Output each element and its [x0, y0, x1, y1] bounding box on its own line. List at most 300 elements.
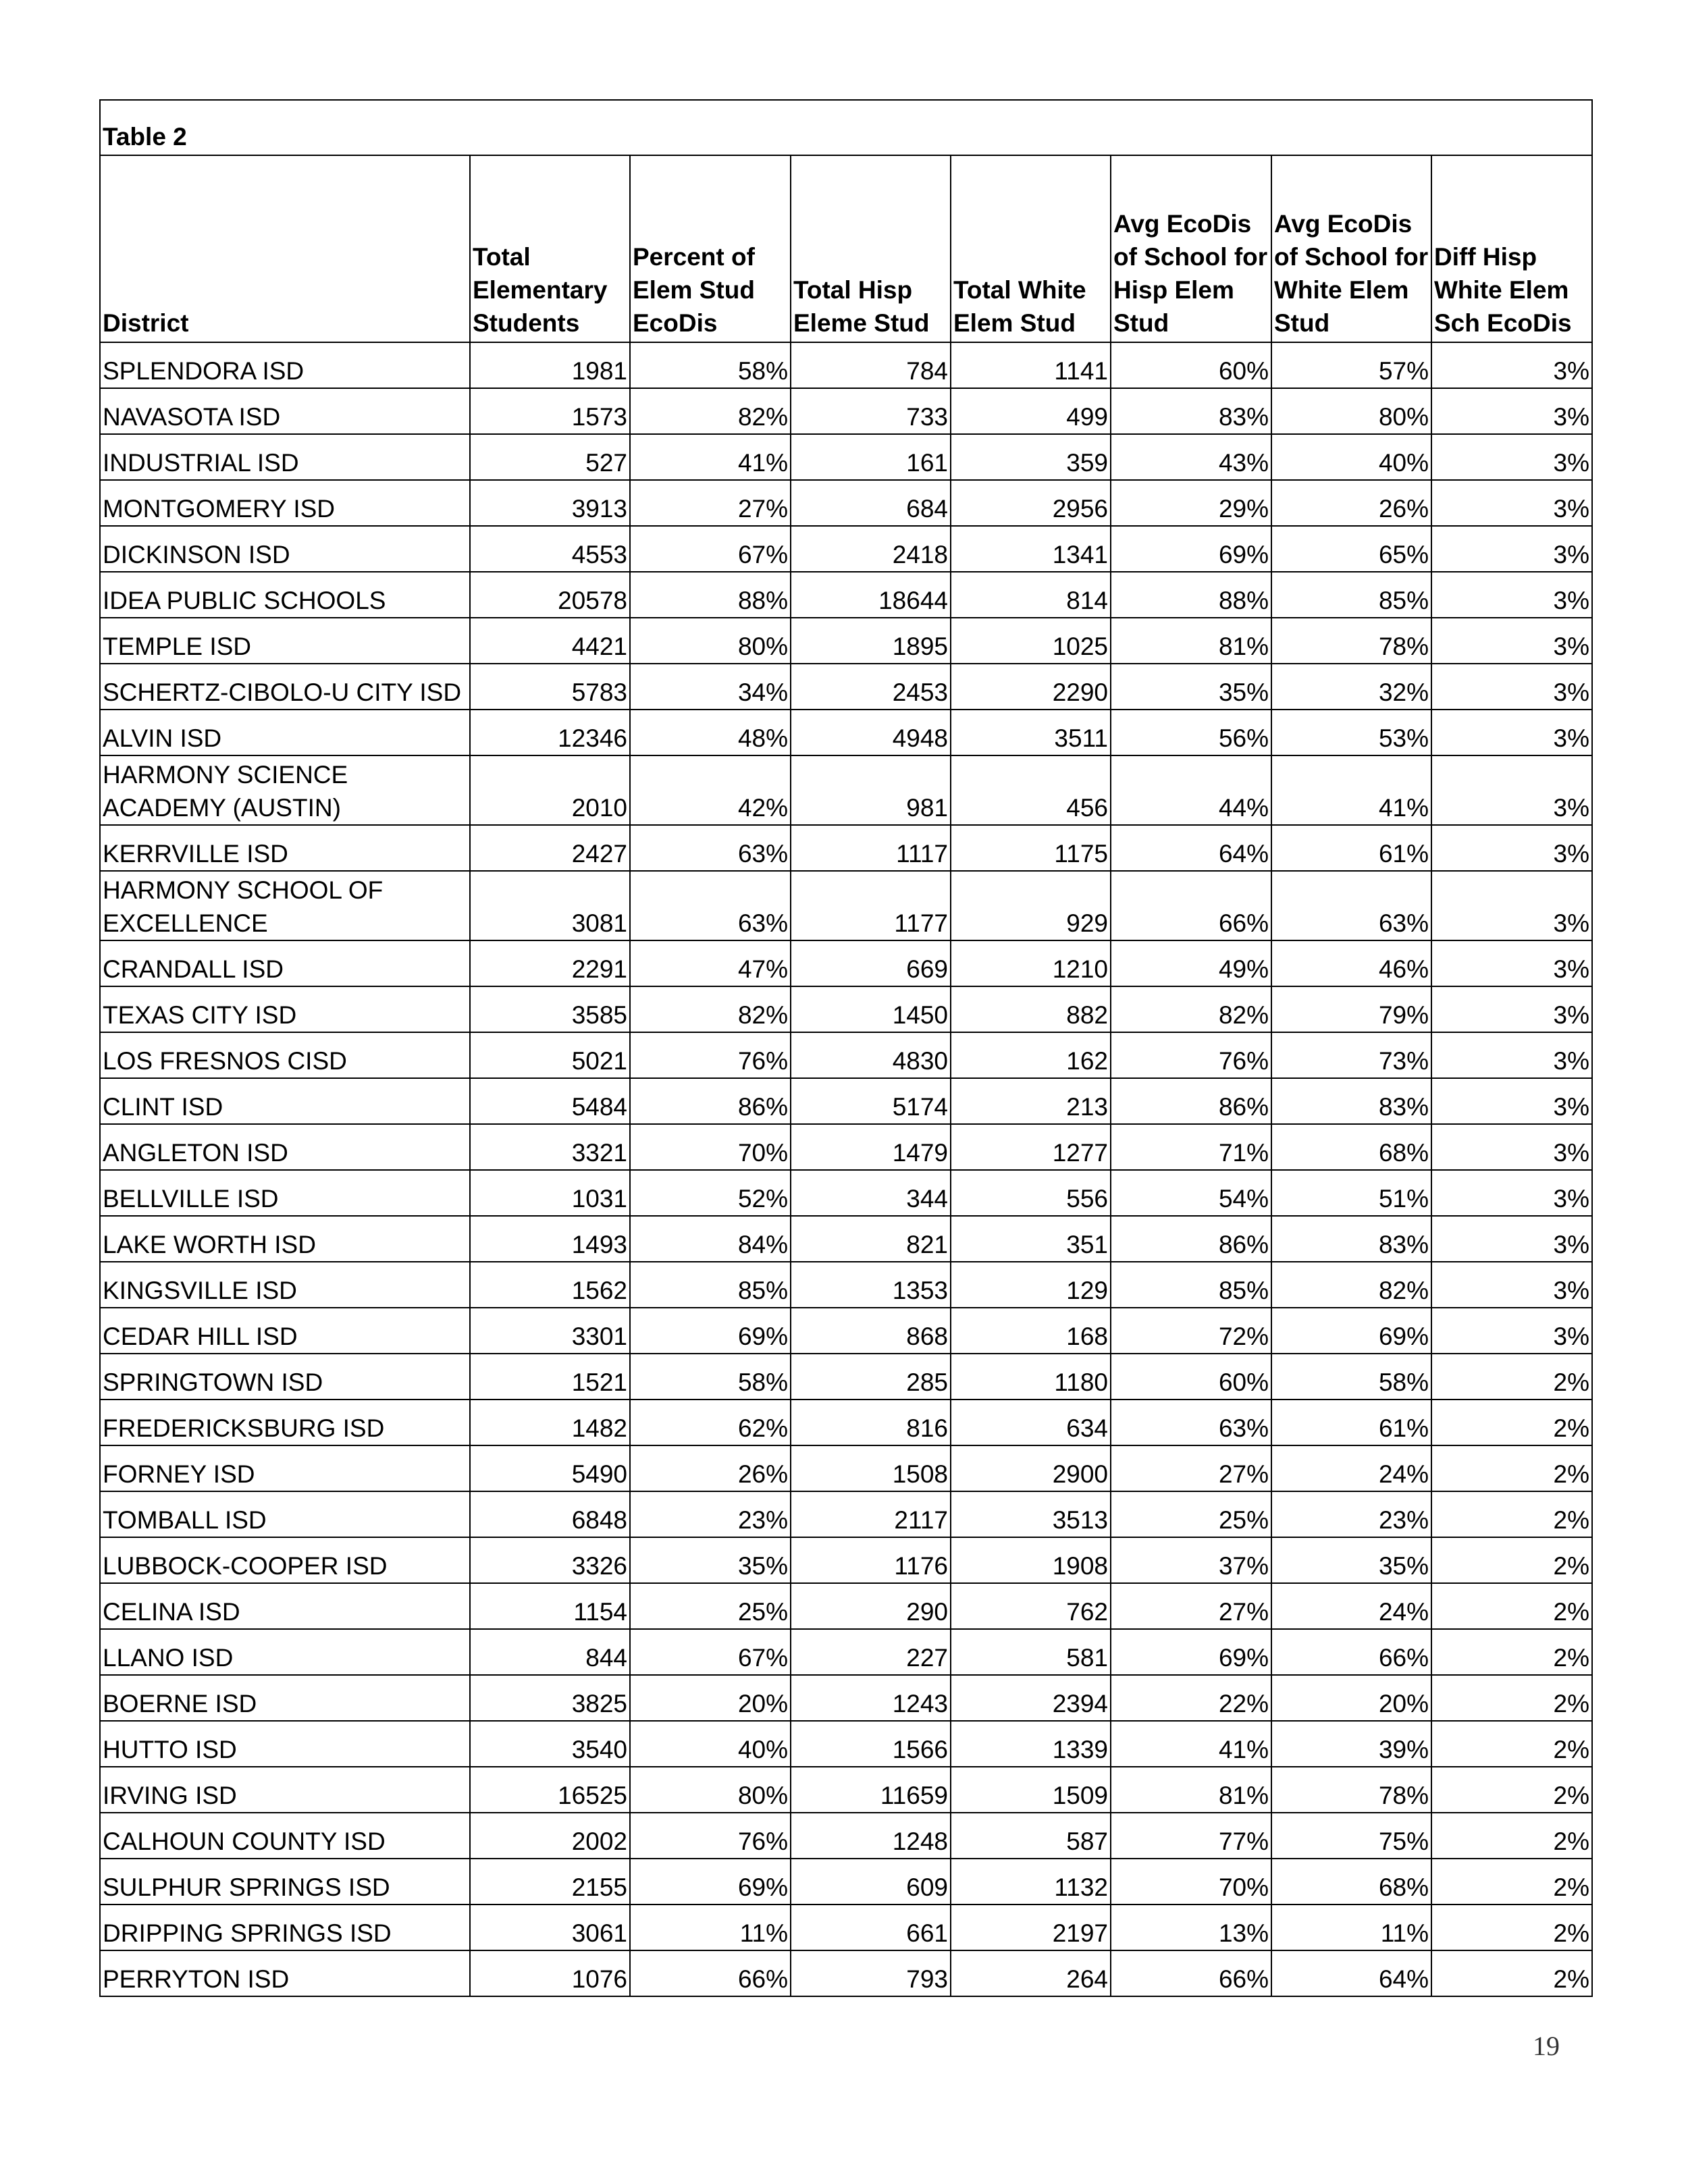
- header-row: [100, 155, 1592, 342]
- value-cell: 3%: [1431, 940, 1592, 986]
- value-cell: 784: [791, 342, 951, 388]
- table-row: [100, 526, 1592, 572]
- table-title-row: [100, 100, 1592, 155]
- value-cell: 1076: [470, 1950, 630, 1996]
- district-cell: KERRVILLE ISD: [100, 825, 470, 871]
- value-cell: 1175: [951, 825, 1111, 871]
- value-cell: 54%: [1111, 1170, 1271, 1216]
- table-row: [100, 1767, 1592, 1813]
- header-cell: Percent of Elem Stud EcoDis: [630, 155, 791, 342]
- value-cell: 3%: [1431, 480, 1592, 526]
- value-cell: 3%: [1431, 1262, 1592, 1308]
- value-cell: 2%: [1431, 1583, 1592, 1629]
- value-cell: 39%: [1271, 1721, 1431, 1767]
- value-cell: 2%: [1431, 1675, 1592, 1721]
- table-row: [100, 572, 1592, 618]
- value-cell: 2394: [951, 1675, 1111, 1721]
- value-cell: 3913: [470, 480, 630, 526]
- value-cell: 27%: [1111, 1583, 1271, 1629]
- value-cell: 3%: [1431, 1124, 1592, 1170]
- value-cell: 5490: [470, 1445, 630, 1491]
- value-cell: 3%: [1431, 710, 1592, 755]
- value-cell: 285: [791, 1354, 951, 1400]
- value-cell: 12346: [470, 710, 630, 755]
- value-cell: 73%: [1271, 1032, 1431, 1078]
- district-cell: ALVIN ISD: [100, 710, 470, 755]
- value-cell: 844: [470, 1629, 630, 1675]
- district-cell: SCHERTZ-CIBOLO-U CITY ISD: [100, 664, 470, 710]
- value-cell: 1177: [791, 871, 951, 940]
- value-cell: 3%: [1431, 755, 1592, 825]
- value-cell: 5174: [791, 1078, 951, 1124]
- table-row: [100, 1216, 1592, 1262]
- value-cell: 66%: [1111, 1950, 1271, 1996]
- value-cell: 1243: [791, 1675, 951, 1721]
- district-cell: DICKINSON ISD: [100, 526, 470, 572]
- value-cell: 35%: [1111, 664, 1271, 710]
- district-cell: ANGLETON ISD: [100, 1124, 470, 1170]
- value-cell: 814: [951, 572, 1111, 618]
- value-cell: 2291: [470, 940, 630, 986]
- value-cell: 80%: [630, 1767, 791, 1813]
- value-cell: 44%: [1111, 755, 1271, 825]
- value-cell: 47%: [630, 940, 791, 986]
- district-cell: SULPHUR SPRINGS ISD: [100, 1859, 470, 1905]
- district-cell: LUBBOCK-COOPER ISD: [100, 1537, 470, 1583]
- table-row: [100, 1813, 1592, 1859]
- value-cell: 22%: [1111, 1675, 1271, 1721]
- table-row: [100, 1032, 1592, 1078]
- value-cell: 34%: [630, 664, 791, 710]
- value-cell: 1493: [470, 1216, 630, 1262]
- value-cell: 70%: [1111, 1859, 1271, 1905]
- value-cell: 1562: [470, 1262, 630, 1308]
- value-cell: 1895: [791, 618, 951, 664]
- value-cell: 3%: [1431, 871, 1592, 940]
- value-cell: 1339: [951, 1721, 1111, 1767]
- value-cell: 72%: [1111, 1308, 1271, 1354]
- value-cell: 556: [951, 1170, 1111, 1216]
- header-cell: Avg EcoDis of School for White Elem Stud: [1271, 155, 1431, 342]
- value-cell: 1566: [791, 1721, 951, 1767]
- district-cell: BELLVILLE ISD: [100, 1170, 470, 1216]
- table-row: [100, 1950, 1592, 1996]
- value-cell: 60%: [1111, 342, 1271, 388]
- header-cell: Diff Hisp White Elem Sch EcoDis: [1431, 155, 1592, 342]
- value-cell: 344: [791, 1170, 951, 1216]
- value-cell: 80%: [630, 618, 791, 664]
- value-cell: 42%: [630, 755, 791, 825]
- district-cell: IRVING ISD: [100, 1767, 470, 1813]
- value-cell: 53%: [1271, 710, 1431, 755]
- value-cell: 609: [791, 1859, 951, 1905]
- page-number: 19: [1533, 2031, 1560, 2061]
- value-cell: 3326: [470, 1537, 630, 1583]
- value-cell: 1908: [951, 1537, 1111, 1583]
- table-row: [100, 940, 1592, 986]
- value-cell: 70%: [630, 1124, 791, 1170]
- table-row: [100, 1400, 1592, 1445]
- table-row: [100, 1078, 1592, 1124]
- value-cell: 581: [951, 1629, 1111, 1675]
- value-cell: 3%: [1431, 526, 1592, 572]
- value-cell: 48%: [630, 710, 791, 755]
- table-row: [100, 1629, 1592, 1675]
- value-cell: 3301: [470, 1308, 630, 1354]
- value-cell: 76%: [630, 1032, 791, 1078]
- table-row: [100, 1308, 1592, 1354]
- value-cell: 85%: [1111, 1262, 1271, 1308]
- value-cell: 24%: [1271, 1583, 1431, 1629]
- value-cell: 1141: [951, 342, 1111, 388]
- value-cell: 1025: [951, 618, 1111, 664]
- table-row: [100, 1675, 1592, 1721]
- value-cell: 2%: [1431, 1813, 1592, 1859]
- district-cell: IDEA PUBLIC SCHOOLS: [100, 572, 470, 618]
- value-cell: 51%: [1271, 1170, 1431, 1216]
- table-row: [100, 1262, 1592, 1308]
- value-cell: 2%: [1431, 1445, 1592, 1491]
- value-cell: 20%: [1271, 1675, 1431, 1721]
- value-cell: 6848: [470, 1491, 630, 1537]
- value-cell: 20578: [470, 572, 630, 618]
- value-cell: 359: [951, 434, 1111, 480]
- value-cell: 3061: [470, 1905, 630, 1950]
- value-cell: 3%: [1431, 572, 1592, 618]
- value-cell: 3%: [1431, 1078, 1592, 1124]
- value-cell: 1117: [791, 825, 951, 871]
- value-cell: 161: [791, 434, 951, 480]
- value-cell: 2290: [951, 664, 1111, 710]
- table-row: [100, 434, 1592, 480]
- value-cell: 3081: [470, 871, 630, 940]
- value-cell: 80%: [1271, 388, 1431, 434]
- value-cell: 868: [791, 1308, 951, 1354]
- value-cell: 2%: [1431, 1721, 1592, 1767]
- district-cell: CRANDALL ISD: [100, 940, 470, 986]
- value-cell: 129: [951, 1262, 1111, 1308]
- value-cell: 82%: [630, 388, 791, 434]
- value-cell: 669: [791, 940, 951, 986]
- value-cell: 3%: [1431, 388, 1592, 434]
- district-cell: HUTTO ISD: [100, 1721, 470, 1767]
- value-cell: 78%: [1271, 1767, 1431, 1813]
- district-cell: KINGSVILLE ISD: [100, 1262, 470, 1308]
- value-cell: 3540: [470, 1721, 630, 1767]
- value-cell: 82%: [630, 986, 791, 1032]
- district-cell: TEMPLE ISD: [100, 618, 470, 664]
- value-cell: 2453: [791, 664, 951, 710]
- value-cell: 4830: [791, 1032, 951, 1078]
- value-cell: 1132: [951, 1859, 1111, 1905]
- table-row: [100, 1537, 1592, 1583]
- district-cell: NAVASOTA ISD: [100, 388, 470, 434]
- value-cell: 587: [951, 1813, 1111, 1859]
- value-cell: 3%: [1431, 342, 1592, 388]
- value-cell: 264: [951, 1950, 1111, 1996]
- district-cell: LOS FRESNOS CISD: [100, 1032, 470, 1078]
- value-cell: 162: [951, 1032, 1111, 1078]
- value-cell: 67%: [630, 526, 791, 572]
- value-cell: 57%: [1271, 342, 1431, 388]
- district-cell: DRIPPING SPRINGS ISD: [100, 1905, 470, 1950]
- value-cell: 65%: [1271, 526, 1431, 572]
- value-cell: 69%: [630, 1308, 791, 1354]
- value-cell: 1482: [470, 1400, 630, 1445]
- value-cell: 20%: [630, 1675, 791, 1721]
- value-cell: 3%: [1431, 1308, 1592, 1354]
- value-cell: 3825: [470, 1675, 630, 1721]
- table-row: [100, 618, 1592, 664]
- table-row: [100, 1583, 1592, 1629]
- value-cell: 3%: [1431, 1170, 1592, 1216]
- district-cell: LAKE WORTH ISD: [100, 1216, 470, 1262]
- value-cell: 68%: [1271, 1859, 1431, 1905]
- value-cell: 2%: [1431, 1629, 1592, 1675]
- header-cell: Avg EcoDis of School for Hisp Elem Stud: [1111, 155, 1271, 342]
- value-cell: 63%: [630, 871, 791, 940]
- value-cell: 82%: [1271, 1262, 1431, 1308]
- value-cell: 11%: [630, 1905, 791, 1950]
- value-cell: 1277: [951, 1124, 1111, 1170]
- value-cell: 1180: [951, 1354, 1111, 1400]
- value-cell: 77%: [1111, 1813, 1271, 1859]
- value-cell: 3%: [1431, 434, 1592, 480]
- value-cell: 23%: [1271, 1491, 1431, 1537]
- value-cell: 2%: [1431, 1767, 1592, 1813]
- value-cell: 35%: [1271, 1537, 1431, 1583]
- value-cell: 4421: [470, 618, 630, 664]
- value-cell: 1573: [470, 388, 630, 434]
- value-cell: 76%: [630, 1813, 791, 1859]
- district-cell: HARMONY SCIENCE ACADEMY (AUSTIN): [100, 755, 470, 825]
- value-cell: 60%: [1111, 1354, 1271, 1400]
- district-cell: CLINT ISD: [100, 1078, 470, 1124]
- value-cell: 3%: [1431, 986, 1592, 1032]
- value-cell: 5021: [470, 1032, 630, 1078]
- value-cell: 11659: [791, 1767, 951, 1813]
- value-cell: 213: [951, 1078, 1111, 1124]
- district-cell: HARMONY SCHOOL OF EXCELLENCE: [100, 871, 470, 940]
- value-cell: 3321: [470, 1124, 630, 1170]
- district-cell: FREDERICKSBURG ISD: [100, 1400, 470, 1445]
- value-cell: 2956: [951, 480, 1111, 526]
- value-cell: 82%: [1111, 986, 1271, 1032]
- value-cell: 762: [951, 1583, 1111, 1629]
- value-cell: 2010: [470, 755, 630, 825]
- value-cell: 929: [951, 871, 1111, 940]
- value-cell: 81%: [1111, 1767, 1271, 1813]
- district-cell: TOMBALL ISD: [100, 1491, 470, 1537]
- value-cell: 2%: [1431, 1491, 1592, 1537]
- district-cell: FORNEY ISD: [100, 1445, 470, 1491]
- value-cell: 2%: [1431, 1905, 1592, 1950]
- value-cell: 3585: [470, 986, 630, 1032]
- value-cell: 46%: [1271, 940, 1431, 986]
- value-cell: 35%: [630, 1537, 791, 1583]
- value-cell: 793: [791, 1950, 951, 1996]
- table-body: [100, 100, 1592, 1996]
- value-cell: 63%: [1111, 1400, 1271, 1445]
- value-cell: 27%: [630, 480, 791, 526]
- value-cell: 86%: [1111, 1078, 1271, 1124]
- table-row: [100, 1721, 1592, 1767]
- data-table: [99, 99, 1593, 1997]
- value-cell: 84%: [630, 1216, 791, 1262]
- value-cell: 16525: [470, 1767, 630, 1813]
- value-cell: 79%: [1271, 986, 1431, 1032]
- value-cell: 85%: [630, 1262, 791, 1308]
- value-cell: 76%: [1111, 1032, 1271, 1078]
- value-cell: 1521: [470, 1354, 630, 1400]
- value-cell: 66%: [630, 1950, 791, 1996]
- value-cell: 69%: [630, 1859, 791, 1905]
- table-row: [100, 1124, 1592, 1170]
- value-cell: 499: [951, 388, 1111, 434]
- value-cell: 85%: [1271, 572, 1431, 618]
- value-cell: 88%: [630, 572, 791, 618]
- value-cell: 61%: [1271, 825, 1431, 871]
- value-cell: 64%: [1111, 825, 1271, 871]
- value-cell: 2%: [1431, 1859, 1592, 1905]
- value-cell: 63%: [630, 825, 791, 871]
- header-cell: Total White Elem Stud: [951, 155, 1111, 342]
- district-cell: CEDAR HILL ISD: [100, 1308, 470, 1354]
- value-cell: 1248: [791, 1813, 951, 1859]
- table-row: [100, 1859, 1592, 1905]
- value-cell: 83%: [1271, 1078, 1431, 1124]
- value-cell: 52%: [630, 1170, 791, 1216]
- value-cell: 29%: [1111, 480, 1271, 526]
- value-cell: 3511: [951, 710, 1111, 755]
- value-cell: 41%: [1271, 755, 1431, 825]
- value-cell: 13%: [1111, 1905, 1271, 1950]
- value-cell: 83%: [1111, 388, 1271, 434]
- value-cell: 816: [791, 1400, 951, 1445]
- district-cell: CELINA ISD: [100, 1583, 470, 1629]
- table-row: [100, 825, 1592, 871]
- value-cell: 62%: [630, 1400, 791, 1445]
- district-cell: MONTGOMERY ISD: [100, 480, 470, 526]
- value-cell: 63%: [1271, 871, 1431, 940]
- value-cell: 1154: [470, 1583, 630, 1629]
- table-row: [100, 342, 1592, 388]
- value-cell: 2418: [791, 526, 951, 572]
- value-cell: 3%: [1431, 664, 1592, 710]
- value-cell: 26%: [630, 1445, 791, 1491]
- value-cell: 5484: [470, 1078, 630, 1124]
- value-cell: 168: [951, 1308, 1111, 1354]
- value-cell: 661: [791, 1905, 951, 1950]
- value-cell: 67%: [630, 1629, 791, 1675]
- value-cell: 290: [791, 1583, 951, 1629]
- value-cell: 81%: [1111, 618, 1271, 664]
- table-row: [100, 664, 1592, 710]
- value-cell: 49%: [1111, 940, 1271, 986]
- value-cell: 86%: [1111, 1216, 1271, 1262]
- value-cell: 2427: [470, 825, 630, 871]
- value-cell: 1353: [791, 1262, 951, 1308]
- district-cell: BOERNE ISD: [100, 1675, 470, 1721]
- value-cell: 78%: [1271, 618, 1431, 664]
- table-row: [100, 480, 1592, 526]
- value-cell: 27%: [1111, 1445, 1271, 1491]
- value-cell: 66%: [1111, 871, 1271, 940]
- value-cell: 40%: [630, 1721, 791, 1767]
- value-cell: 69%: [1271, 1308, 1431, 1354]
- value-cell: 4948: [791, 710, 951, 755]
- value-cell: 40%: [1271, 434, 1431, 480]
- value-cell: 527: [470, 434, 630, 480]
- value-cell: 1450: [791, 986, 951, 1032]
- table-row: [100, 871, 1592, 940]
- value-cell: 1479: [791, 1124, 951, 1170]
- value-cell: 733: [791, 388, 951, 434]
- value-cell: 41%: [1111, 1721, 1271, 1767]
- value-cell: 3%: [1431, 1032, 1592, 1078]
- value-cell: 75%: [1271, 1813, 1431, 1859]
- header-cell: Total Hisp Eleme Stud: [791, 155, 951, 342]
- value-cell: 821: [791, 1216, 951, 1262]
- value-cell: 2117: [791, 1491, 951, 1537]
- value-cell: 58%: [630, 1354, 791, 1400]
- value-cell: 25%: [1111, 1491, 1271, 1537]
- value-cell: 634: [951, 1400, 1111, 1445]
- value-cell: 1341: [951, 526, 1111, 572]
- value-cell: 2%: [1431, 1950, 1592, 1996]
- value-cell: 69%: [1111, 526, 1271, 572]
- header-cell: Total Elementary Students: [470, 155, 630, 342]
- value-cell: 2900: [951, 1445, 1111, 1491]
- value-cell: 68%: [1271, 1124, 1431, 1170]
- value-cell: 69%: [1111, 1629, 1271, 1675]
- table-title: Table 2: [100, 100, 1592, 155]
- value-cell: 1176: [791, 1537, 951, 1583]
- value-cell: 1210: [951, 940, 1111, 986]
- value-cell: 684: [791, 480, 951, 526]
- value-cell: 5783: [470, 664, 630, 710]
- table-row: [100, 1354, 1592, 1400]
- table-row: [100, 1170, 1592, 1216]
- table-row: [100, 1445, 1592, 1491]
- value-cell: 2002: [470, 1813, 630, 1859]
- value-cell: 25%: [630, 1583, 791, 1629]
- value-cell: 2197: [951, 1905, 1111, 1950]
- table-row: [100, 388, 1592, 434]
- value-cell: 2%: [1431, 1537, 1592, 1583]
- table-row: [100, 1905, 1592, 1950]
- value-cell: 2%: [1431, 1400, 1592, 1445]
- value-cell: 56%: [1111, 710, 1271, 755]
- value-cell: 41%: [630, 434, 791, 480]
- value-cell: 32%: [1271, 664, 1431, 710]
- value-cell: 26%: [1271, 480, 1431, 526]
- value-cell: 456: [951, 755, 1111, 825]
- value-cell: 981: [791, 755, 951, 825]
- value-cell: 37%: [1111, 1537, 1271, 1583]
- value-cell: 64%: [1271, 1950, 1431, 1996]
- value-cell: 88%: [1111, 572, 1271, 618]
- value-cell: 86%: [630, 1078, 791, 1124]
- value-cell: 11%: [1271, 1905, 1431, 1950]
- value-cell: 61%: [1271, 1400, 1431, 1445]
- value-cell: 24%: [1271, 1445, 1431, 1491]
- district-cell: SPLENDORA ISD: [100, 342, 470, 388]
- district-cell: LLANO ISD: [100, 1629, 470, 1675]
- value-cell: 83%: [1271, 1216, 1431, 1262]
- district-cell: SPRINGTOWN ISD: [100, 1354, 470, 1400]
- district-cell: CALHOUN COUNTY ISD: [100, 1813, 470, 1859]
